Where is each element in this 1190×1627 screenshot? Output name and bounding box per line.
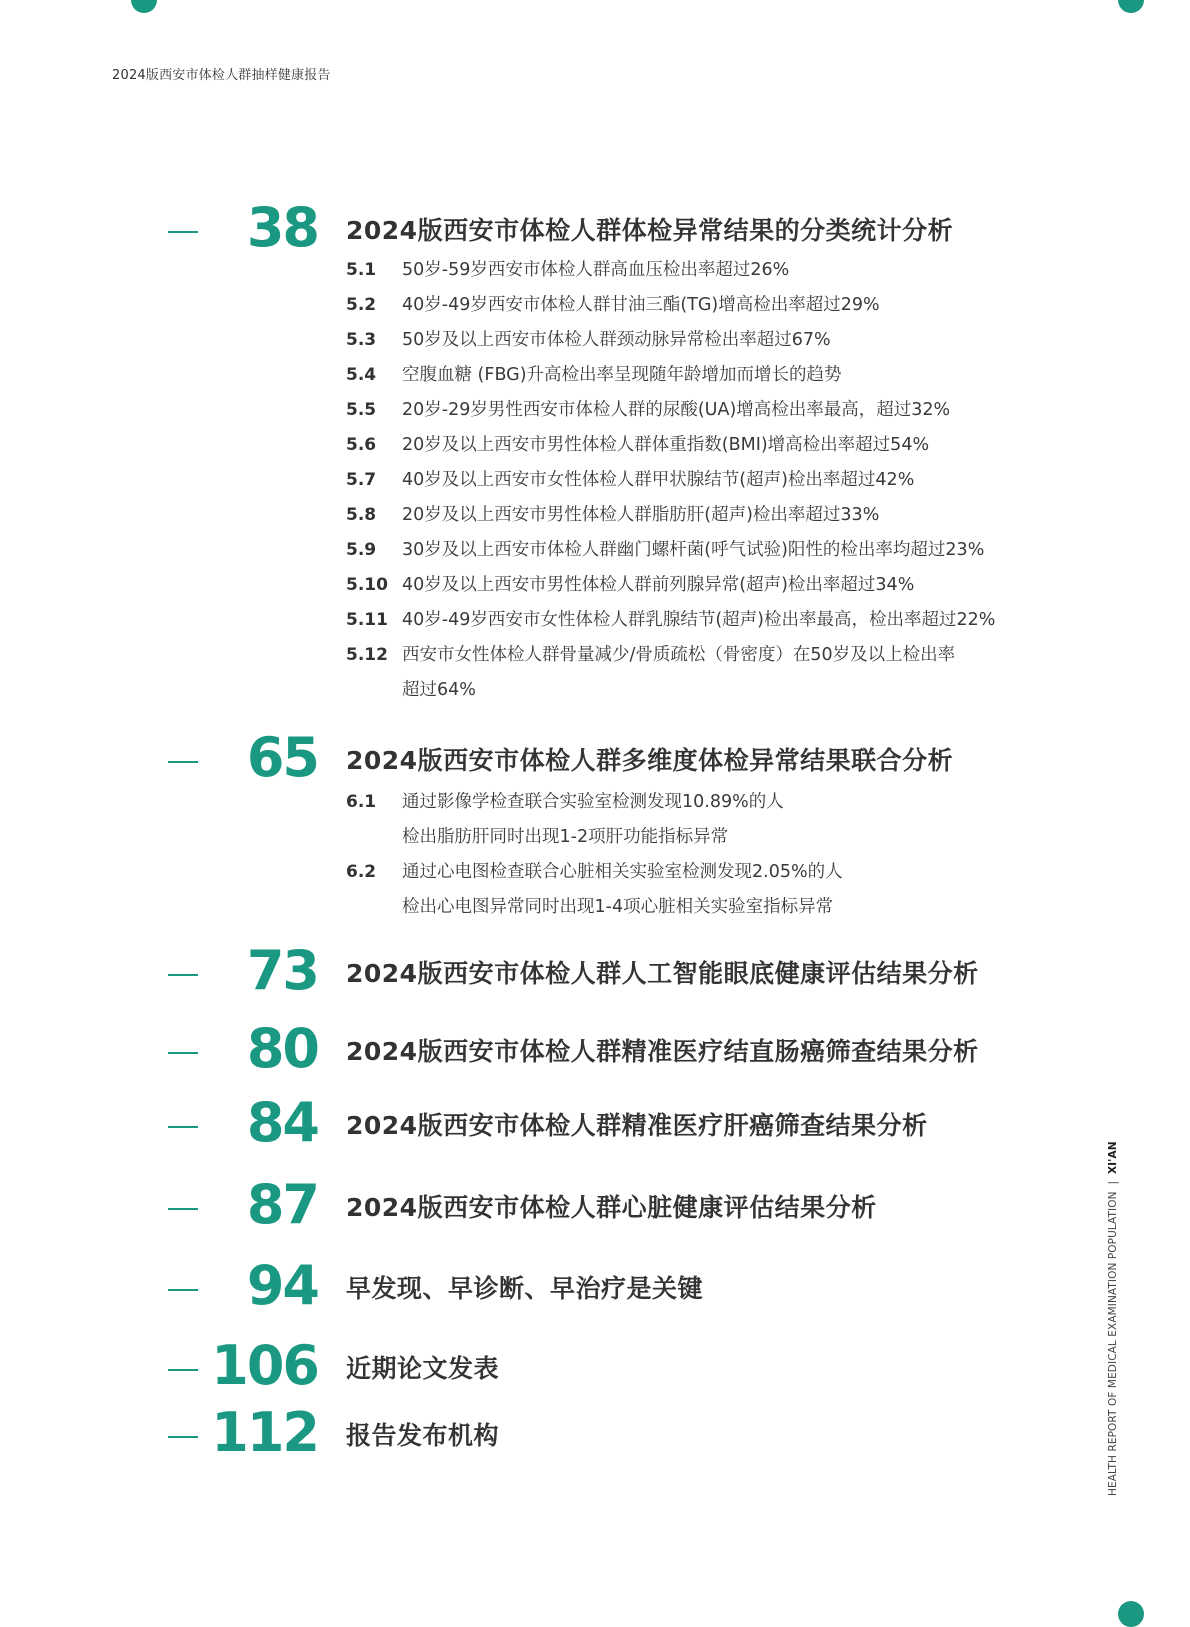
subitem-number: 5.4: [346, 365, 377, 385]
section-dash: [168, 761, 198, 763]
subitem-text-continuation: 检出心电图异常同时出现1-4项心脏相关实验室指标异常: [402, 897, 834, 917]
subitem-text-continuation: 检出脂肪肝同时出现1-2项肝功能指标异常: [402, 827, 729, 847]
subitem-text: 20岁-29岁男性西安市体检人群的尿酸(UA)增高检出率最高，超过32%: [402, 400, 951, 420]
section-page-number[interactable]: 84: [246, 1091, 318, 1154]
section-title[interactable]: 2024版西安市体检人群多维度体检异常结果联合分析: [346, 746, 954, 775]
section-title[interactable]: 2024版西安市体检人群精准医疗结直肠癌筛查结果分析: [346, 1037, 979, 1066]
subitem-number: 5.7: [346, 470, 377, 490]
side-label-city: XI'AN: [1107, 1141, 1119, 1175]
section-title[interactable]: 报告发布机构: [346, 1421, 500, 1450]
section-dash: [168, 974, 198, 976]
section-title[interactable]: 早发现、早诊断、早治疗是关键: [346, 1274, 704, 1303]
subitem-number: 5.10: [346, 575, 388, 595]
subitem-text: 20岁及以上西安市男性体检人群体重指数(BMI)增高检出率超过54%: [402, 435, 930, 455]
section-title[interactable]: 2024版西安市体检人群心脏健康评估结果分析: [346, 1193, 877, 1222]
section-page-number[interactable]: 106: [211, 1334, 318, 1397]
subitem-number: 5.9: [346, 540, 377, 560]
section-page-number[interactable]: 80: [246, 1017, 318, 1080]
subitem-text: 50岁-59岁西安市体检人群高血压检出率超过26%: [402, 260, 790, 280]
section-page-number[interactable]: 87: [246, 1173, 318, 1236]
subitem-number: 5.8: [346, 505, 377, 525]
section-dash: [168, 231, 198, 233]
subitem-number: 5.2: [346, 295, 377, 315]
subitem-text: 40岁及以上西安市男性体检人群前列腺异常(超声)检出率超过34%: [402, 575, 915, 595]
subitem-text: 40岁及以上西安市女性体检人群甲状腺结节(超声)检出率超过42%: [402, 470, 915, 490]
section-page-number[interactable]: 112: [211, 1401, 318, 1464]
section-dash: [168, 1126, 198, 1128]
subitem-number: 6.2: [346, 862, 377, 882]
subitem-text: 空腹血糖 (FBG)升高检出率呈现随年龄增加而增长的趋势: [402, 365, 842, 385]
subitem-text: 通过心电图检查联合心脏相关实验室检测发现2.05%的人: [402, 862, 843, 882]
subitem-text: 20岁及以上西安市男性体检人群脂肪肝(超声)检出率超过33%: [402, 505, 880, 525]
section-page-number[interactable]: 94: [246, 1254, 318, 1317]
subitem-text: 西安市女性体检人群骨量减少/骨质疏松（骨密度）在50岁及以上检出率: [402, 645, 956, 665]
section-dash: [168, 1052, 198, 1054]
subitem-text-continuation: 超过64%: [402, 680, 476, 700]
subitem-text: 通过影像学检查联合实验室检测发现10.89%的人: [402, 792, 784, 812]
side-label-separator: |: [1107, 1180, 1119, 1185]
section-title[interactable]: 2024版西安市体检人群人工智能眼底健康评估结果分析: [346, 959, 979, 988]
subitem-text: 40岁-49岁西安市体检人群甘油三酯(TG)增高检出率超过29%: [402, 295, 880, 315]
section-dash: [168, 1289, 198, 1291]
section-title[interactable]: 2024版西安市体检人群精准医疗肝癌筛查结果分析: [346, 1111, 928, 1140]
subitem-number: 5.12: [346, 645, 388, 665]
section-dash: [168, 1369, 198, 1371]
section-dash: [168, 1208, 198, 1210]
section-dash: [168, 1436, 198, 1438]
section-title[interactable]: 2024版西安市体检人群体检异常结果的分类统计分析: [346, 216, 954, 245]
section-page-number[interactable]: 38: [246, 196, 318, 259]
section-page-number[interactable]: 73: [246, 939, 318, 1002]
running-header: 2024版西安市体检人群抽样健康报告: [112, 68, 331, 83]
subitem-number: 5.6: [346, 435, 377, 455]
section-page-number[interactable]: 65: [246, 726, 318, 789]
subitem-number: 5.3: [346, 330, 377, 350]
subitem-text: 30岁及以上西安市体检人群幽门螺杆菌(呼气试验)阳性的检出率均超过23%: [402, 540, 985, 560]
side-label: [1107, 1141, 1119, 1496]
section-title[interactable]: 近期论文发表: [346, 1354, 500, 1383]
subitem-number: 5.5: [346, 400, 377, 420]
subitem-number: 5.1: [346, 260, 377, 280]
side-label-text: HEALTH REPORT OF MEDICAL EXAMINATION POPULATION: [1107, 1191, 1119, 1496]
subitem-text: 40岁-49岁西安市女性体检人群乳腺结节(超声)检出率最高，检出率超过22%: [402, 610, 996, 630]
subitem-number: 6.1: [346, 792, 377, 812]
subitem-text: 50岁及以上西安市体检人群颈动脉异常检出率超过67%: [402, 330, 831, 350]
subitem-number: 5.11: [346, 610, 388, 630]
